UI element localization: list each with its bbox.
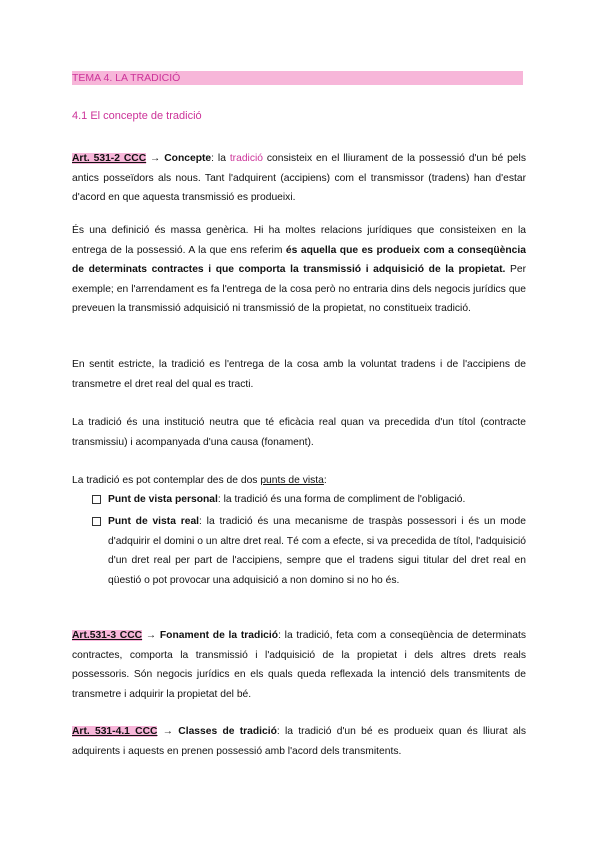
article-ref: Art.531-3 CCC — [72, 630, 143, 641]
text-fragment: : la tradició, feta com a conseqüència de determinats contractes, comporta la transmissió i l'adquisició de la propietat i dels altres drets reals possessoris. Són negocis jurídics en els quals queda reflexada la intenció dels transmitents de transmetre i adquirir la propietat del bé. — [72, 630, 526, 700]
arrow: → — [157, 726, 179, 737]
checkbox-bullet-icon — [92, 517, 101, 526]
paragraph-foundation — [72, 626, 526, 704]
text-fragment: És una definició és massa genèrica. Hi ha moltes relacions jurídiques que consisteixen en la entrega de la possessió. A la que ens referim — [72, 225, 526, 256]
paragraph-strict-sense: En sentit estricte, la tradició es l'entrega de la cosa amb la voluntat tradens i de l'accipiens de transmetre el dret real del qual es tracti. — [72, 359, 526, 390]
term-tradicio: tradició — [229, 153, 264, 164]
arrow: → — [146, 153, 165, 164]
classes-label: Classes de tradició — [178, 726, 277, 737]
paragraph-definition — [72, 221, 526, 319]
text-fragment: consisteix en el lliurament de la possessió d'un bé pels antics posseïdors als nous. Tant l'adquirent (accipiens) com el transmissor (tradens) han d'estar d'acord en que aquesta transmissió es produeixi. — [72, 153, 526, 203]
list-item — [92, 512, 526, 590]
paragraph-classes — [72, 722, 526, 761]
checkbox-bullet-icon — [92, 495, 101, 504]
paragraph-points-of-view — [72, 471, 526, 491]
text-fragment: : la tradició d'un bé es produeix quan és lliurat als adquirents i aquests en prenen possessió amb l'acord dels transmitents. — [72, 726, 526, 757]
foundation-label: Fonament de la tradició — [159, 630, 279, 641]
text-fragment: La tradició es pot contemplar des de dos — [72, 475, 261, 486]
section-heading: 4.1 El concepte de tradició — [72, 110, 202, 122]
paragraph-neutral-institution: La tradició és una institució neutra que té eficàcia real quan va precedida d'un títol (contracte transmissiu) i acompanyada d'una causa (fonament). — [72, 417, 526, 448]
article-ref: Art. 531-2 CCC — [72, 153, 147, 164]
chapter-title — [72, 71, 523, 85]
arrow: → — [142, 630, 160, 641]
underlined-text: punts de vista — [260, 475, 324, 486]
list-item-label: Punt de vista personal — [108, 494, 218, 505]
bold-text: és aquella que es produeix com a conseqüència de determinats contractes i que comporta la transmissió i adquisició de la propietat. — [72, 244, 526, 275]
list-item-text: : la tradició és una mecanisme de traspàs possessori i és un mode d'adquirir el domini o un altre dret real. Té com a efecte, si va precedida de títol, l'adquisició d'un dret real per part de l'accipiens, sempre que el tradens sigui titular del dret real en qüestió o pot provocar una adquisició a non domino si no ho és. — [108, 516, 526, 586]
concept-label: Concepte — [164, 153, 212, 164]
list-item — [92, 490, 526, 510]
article-ref: Art. 531-4.1 CCC — [72, 726, 158, 737]
list-item-label: Punt de vista real — [108, 516, 200, 527]
text-fragment: : — [323, 475, 327, 486]
paragraph-concept — [72, 149, 526, 208]
list-item-text: : la tradició és una forma de compliment de l'obligació. — [217, 494, 466, 505]
text-fragment: Per exemple; en l'arrendament es fa l'entrega de la cosa però no entraria dins dels negocis jurídics que preveuen la transmissió adquisició ni transmissió de la propietat, no constitueix tradició. — [72, 264, 526, 314]
text-fragment: : la — [211, 153, 230, 164]
chapter-title-text: TEMA 4. LA TRADICIÓ — [72, 72, 181, 84]
